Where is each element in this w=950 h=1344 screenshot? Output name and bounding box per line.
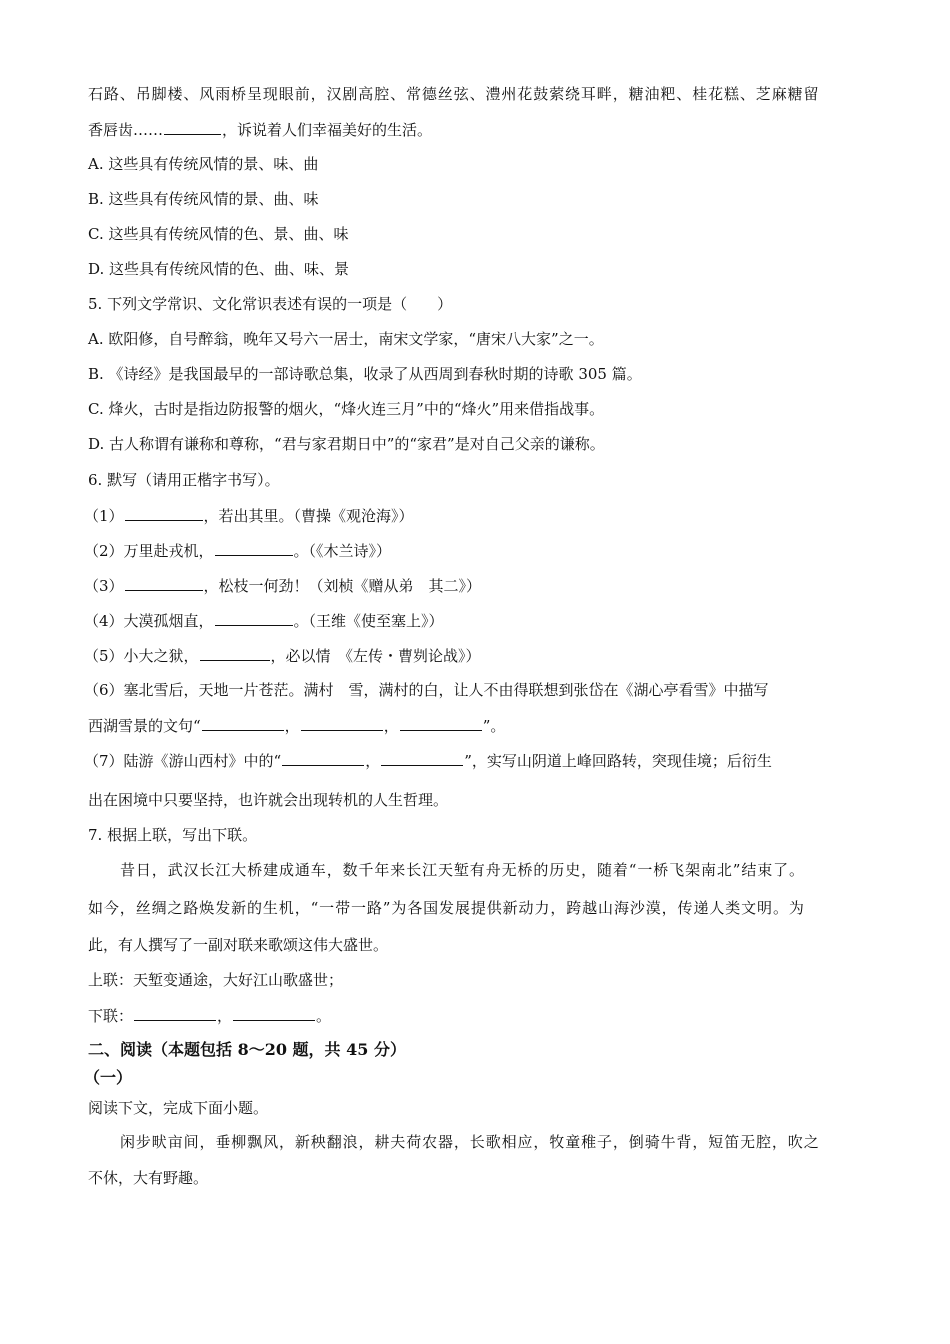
q7-passage-line-1: 昔日，武汉长江大桥建成通车，数千年来长江天堑有舟无桥的历史，随着“一桥飞架南北”结束了。 xyxy=(120,861,805,879)
comma: ， xyxy=(365,752,381,770)
q6-item-4 xyxy=(84,610,444,631)
answer-blank[interactable] xyxy=(125,505,203,521)
item-text: 西湖雪景的文句“ xyxy=(88,717,201,735)
answer-blank[interactable] xyxy=(134,1005,216,1021)
answer-blank[interactable] xyxy=(164,119,221,135)
q6-item-7-line-1 xyxy=(84,750,772,771)
item-text: （7）陆游《游山西村》中的“ xyxy=(84,752,282,770)
q6-item-6-line-1: （6）塞北雪后，天地一片苍茫。满村 雪，满村的白，让人不由得联想到张岱在《湖心亭看雪》中描写 xyxy=(84,681,769,699)
q5-option-d: D. 古人称谓有谦称和尊称，“君与家君期日中”的“家君”是对自己父亲的谦称。 xyxy=(88,435,605,453)
answer-blank[interactable] xyxy=(400,715,482,731)
q4-option-a: A. 这些具有传统风情的景、味、曲 xyxy=(88,155,319,173)
q6-item-5 xyxy=(84,645,481,666)
item-text: ，松枝一何劲！（刘桢《赠从弟 其二》） xyxy=(203,577,482,595)
item-text: ，必以情 《左传・曹刿论战》） xyxy=(270,647,481,665)
q7-stem: 7. 根据上联，写出下联。 xyxy=(88,826,258,844)
q6-item-2 xyxy=(84,540,391,561)
q7-passage-line-3: 此，有人撰写了一副对联来歌颂这伟大盛世。 xyxy=(88,936,389,954)
item-text: ”。 xyxy=(482,717,506,735)
q5-option-a: A. 欧阳修，自号醉翁，晚年又号六一居士，南宋文学家，“唐宋八大家”之一。 xyxy=(88,330,604,348)
section-2-title: 二、阅读（本题包括 8～20 题，共 45 分） xyxy=(88,1040,406,1059)
answer-blank[interactable] xyxy=(200,645,270,661)
q4-option-b: B. 这些具有传统风情的景、曲、味 xyxy=(88,190,319,208)
intro-line-2 xyxy=(88,119,432,140)
reading-instruction: 阅读下文，完成下面小题。 xyxy=(88,1099,269,1117)
q5-option-c: C. 烽火，古时是指边防报警的烟火，“烽火连三月”中的“烽火”用来借指战事。 xyxy=(88,400,605,418)
reading-passage-line-2: 不休，大有野趣。 xyxy=(88,1169,209,1187)
answer-blank[interactable] xyxy=(202,715,284,731)
q7-passage-line-2: 如今，丝绸之路焕发新的生机，“一带一路”为各国发展提供新动力，跨越山海沙漠，传递人类文明。为 xyxy=(88,899,805,917)
item-text: 。（王维《使至塞上》） xyxy=(293,612,444,630)
item-text: （2）万里赴戎机， xyxy=(84,542,214,560)
answer-blank[interactable] xyxy=(381,750,463,766)
intro-text-after-blank: ，诉说着人们幸福美好的生活。 xyxy=(222,121,433,139)
intro-line-1: 石路、吊脚楼、风雨桥呈现眼前，汉剧高腔、常德丝弦、澧州花鼓萦绕耳畔，糖油粑、桂花糕、芝麻糖留 xyxy=(88,85,820,103)
intro-text-before-blank: 香唇齿…… xyxy=(88,121,164,139)
q5-option-b: B. 《诗经》是我国最早的一部诗歌总集，收录了从西周到春秋时期的诗歌 305 篇。 xyxy=(88,365,642,383)
comma: ， xyxy=(383,717,399,735)
q4-option-c: C. 这些具有传统风情的色、景、曲、味 xyxy=(88,225,349,243)
answer-blank[interactable] xyxy=(301,715,383,731)
q4-option-d: D. 这些具有传统风情的色、曲、味、景 xyxy=(88,260,350,278)
item-text: 。 xyxy=(316,1007,332,1025)
item-number: （3） xyxy=(84,577,124,595)
q6-item-3 xyxy=(84,575,481,596)
answer-blank[interactable] xyxy=(125,575,203,591)
answer-blank[interactable] xyxy=(233,1005,315,1021)
q6-stem: 6. 默写（请用正楷字书写）。 xyxy=(88,471,280,489)
q7-lower-couplet xyxy=(88,1005,331,1026)
item-text: ”，实写山阴道上峰回路转，突现佳境；后衍生 xyxy=(464,752,772,770)
q7-upper-couplet: 上联：天堑变通途，大好江山歌盛世； xyxy=(88,971,344,989)
q6-item-1 xyxy=(84,505,414,526)
reading-passage-line-1: 闲步畎亩间，垂柳飘风，新秧翻浪，耕夫荷农器，长歌相应，牧童稚子，倒骑牛背，短笛无腔，吹之 xyxy=(120,1133,820,1151)
item-text: 下联： xyxy=(88,1007,134,1025)
section-2-part-1: （一） xyxy=(84,1068,133,1087)
answer-blank[interactable] xyxy=(215,610,293,626)
q5-stem: 5. 下列文学常识、文化常识表述有误的一项是（ ） xyxy=(88,295,453,313)
q6-item-7-line-2: 出在困境中只要坚持，也许就会出现转机的人生哲理。 xyxy=(88,791,449,809)
q6-item-6-line-2 xyxy=(88,715,505,736)
item-text: ，若出其里。（曹操《观沧海》） xyxy=(203,507,414,525)
comma: ， xyxy=(284,717,300,735)
comma: ， xyxy=(217,1007,233,1025)
answer-blank[interactable] xyxy=(282,750,364,766)
item-text: （4）大漠孤烟直， xyxy=(84,612,214,630)
answer-blank[interactable] xyxy=(215,540,293,556)
item-text: 。（《木兰诗》） xyxy=(293,542,392,560)
item-text: （5）小大之狱， xyxy=(84,647,199,665)
item-number: （1） xyxy=(84,507,124,525)
